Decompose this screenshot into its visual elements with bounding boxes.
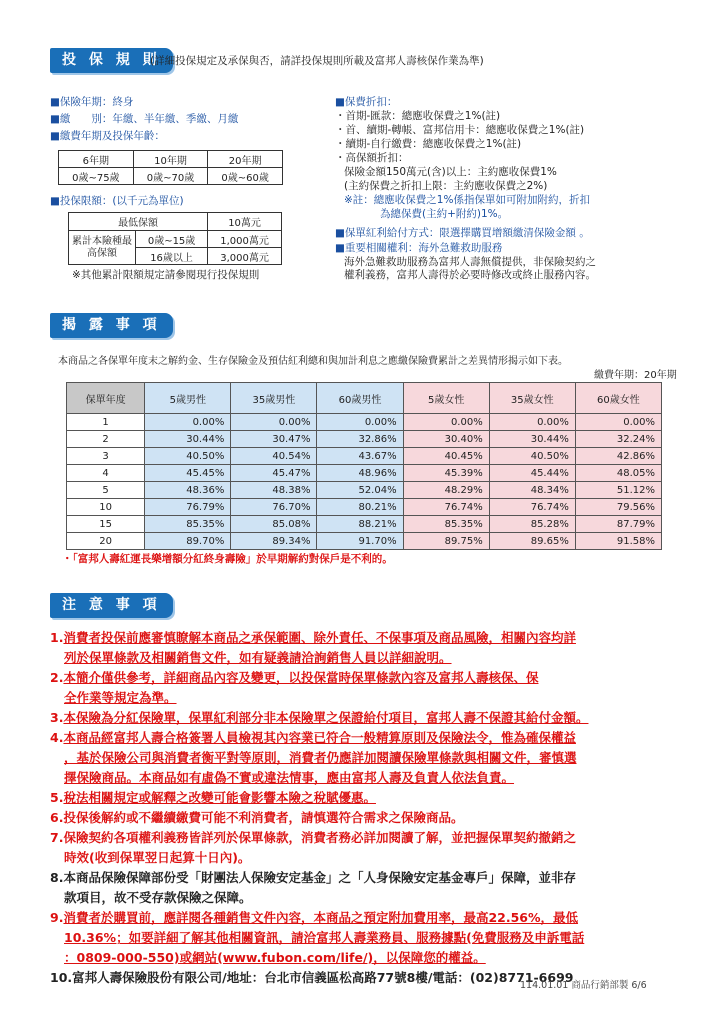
ratio-cell: 48.96% xyxy=(317,465,403,482)
note-item xyxy=(50,908,690,968)
ratio-cell: 80.21% xyxy=(317,499,403,516)
footer: 114.01.01 商品行銷部製 6/6 xyxy=(520,980,647,991)
min-amount-value: 10萬元 xyxy=(208,213,282,231)
disclosure-row xyxy=(67,482,662,499)
ratio-cell: 76.79% xyxy=(145,499,231,516)
ratio-cell: 42.86% xyxy=(575,448,661,465)
rights-text: 海外急難救助服務為富邦人壽無償提供，非保險契約之 xyxy=(344,256,596,268)
note-text: 保險契約各項權利義務皆詳列於保單條款，消費者務必詳加閱讀了解，並把握保單契約撤銷之 xyxy=(63,830,576,845)
limit-label: ■投保限額：(以千元為單位) xyxy=(50,195,184,207)
disclosure-header: 5歲男性 xyxy=(145,383,231,414)
discount-label: ■保費折扣： xyxy=(335,96,398,108)
disclosure-banner: 揭 露 事 項 xyxy=(50,313,173,338)
ratio-cell: 79.56% xyxy=(575,499,661,516)
ratio-cell: 87.79% xyxy=(575,516,661,533)
note-text: 本保險為分紅保險單，保單紅利部分非本保險單之保證給付項目，富邦人壽不保證其給付金額。 xyxy=(63,710,589,725)
note-item xyxy=(50,628,690,668)
age-table xyxy=(58,150,283,185)
policy-year-cell: 2 xyxy=(67,431,145,448)
disclosure-row xyxy=(67,448,662,465)
note-text: 款項目，故不受存款保險之保障。 xyxy=(64,890,252,905)
ratio-cell: 88.21% xyxy=(317,516,403,533)
note-text: 投保後解約或不繼續繳費可能不利消費者，請慎選符合需求之保險商品。 xyxy=(63,810,464,825)
disclosure-row xyxy=(67,414,662,431)
note-item xyxy=(50,868,690,908)
policy-year-cell: 3 xyxy=(67,448,145,465)
note-item xyxy=(50,828,690,868)
age-value: 0歲~70歲 xyxy=(133,168,208,185)
disclosure-header: 60歲女性 xyxy=(575,383,661,414)
note-number: 6. xyxy=(50,810,64,825)
note-number: 1. xyxy=(50,630,64,645)
notes-list xyxy=(50,628,690,988)
note-text: 列於保單條款及相關銷售文件，如有疑義請洽詢銷售人員以詳細說明。 xyxy=(64,650,452,665)
policy-year-cell: 15 xyxy=(67,516,145,533)
discount-line: ・首、續期-轉帳、富邦信用卡：總應收保費之1%(註) xyxy=(335,124,585,136)
notes-banner: 注 意 事 項 xyxy=(50,593,173,618)
ratio-cell: 48.38% xyxy=(231,482,317,499)
note-item xyxy=(50,728,690,788)
note-text: 消費者於購買前，應詳閱各種銷售文件內容，本商品之預定附加費用率，最高22.56%，最低 xyxy=(63,910,579,925)
ratio-cell: 0.00% xyxy=(231,414,317,431)
note-text: 10.36%；如要詳細了解其他相關資訊，請洽富邦人壽業務員、服務據點(免費服務及申訴電話 xyxy=(64,930,585,945)
policy-year-cell: 20 xyxy=(67,533,145,550)
disclosure-header: 60歲男性 xyxy=(317,383,403,414)
note-text: ：0809-000-550)或網站(www.fubon.com/life/)，以保障您的權益。 xyxy=(64,950,486,965)
note-item xyxy=(50,668,690,708)
ratio-cell: 89.70% xyxy=(145,533,231,550)
ratio-cell: 45.39% xyxy=(403,465,489,482)
discount-line: ・續期-自行繳費：總應收保費之1%(註) xyxy=(335,138,522,150)
ratio-cell: 89.65% xyxy=(489,533,575,550)
note-text: 全作業等規定為準。 xyxy=(64,690,177,705)
min-amount-label: 最低保額 xyxy=(69,213,208,231)
ratio-cell: 52.04% xyxy=(317,482,403,499)
policy-year-cell: 10 xyxy=(67,499,145,516)
disclosure-table xyxy=(66,382,662,550)
policy-year-cell: 4 xyxy=(67,465,145,482)
ratio-cell: 40.45% xyxy=(403,448,489,465)
rules-banner: 投 保 規 則 xyxy=(50,48,173,73)
ratio-cell: 0.00% xyxy=(489,414,575,431)
ratio-cell: 76.74% xyxy=(403,499,489,516)
disclosure-row xyxy=(67,465,662,482)
note-text: ，基於保險公司與消費者衡平對等原則，消費者仍應詳加閱讀保險單條款與相關文件，審慎選 xyxy=(64,750,577,765)
ratio-cell: 40.50% xyxy=(489,448,575,465)
disclosure-row xyxy=(67,533,662,550)
policy-year-cell: 1 xyxy=(67,414,145,431)
limit-age: 16歲以上 xyxy=(136,248,208,265)
ratio-cell: 45.44% xyxy=(489,465,575,482)
note-text: 本簡介僅供參考，詳細商品內容及變更，以投保當時保單條款內容及富邦人壽核保、保 xyxy=(63,670,539,685)
ratio-cell: 85.35% xyxy=(145,516,231,533)
note-number: 10. xyxy=(50,970,73,985)
note-item xyxy=(50,708,690,728)
ratio-cell: 40.54% xyxy=(231,448,317,465)
ratio-cell: 32.24% xyxy=(575,431,661,448)
ratio-cell: 0.00% xyxy=(317,414,403,431)
note-number: 8. xyxy=(50,870,64,885)
dividend-label: ■保單紅利給付方式：限選擇購買增額繳清保險金額 。 xyxy=(335,227,590,239)
pay-label: ■繳 別：年繳、半年繳、季繳、月繳 xyxy=(50,113,239,125)
rights-label: ■重要相關權利：海外急難救助服務 xyxy=(335,242,503,254)
ratio-cell: 89.75% xyxy=(403,533,489,550)
age-header: 6年期 xyxy=(59,151,134,168)
ratio-cell: 91.70% xyxy=(317,533,403,550)
ratio-cell: 91.58% xyxy=(575,533,661,550)
discount-note: ※註：總應收保費之1%係指保單如可附加附約，折扣 xyxy=(344,194,590,206)
ratio-cell: 76.74% xyxy=(489,499,575,516)
disclosure-header: 保單年度 xyxy=(67,383,145,414)
disclosure-intro: 本商品之各保單年度末之解約金、生存保險金及預估紅利總和與加計利息之應繳保險費累計之差異情形揭示如下表。 xyxy=(58,356,568,367)
age-label: ■繳費年期及投保年齡： xyxy=(50,130,165,142)
discount-line: ・高保額折扣： xyxy=(335,152,409,164)
ratio-cell: 30.47% xyxy=(231,431,317,448)
age-header: 10年期 xyxy=(133,151,208,168)
disclosure-header: 35歲女性 xyxy=(489,383,575,414)
ratio-cell: 76.70% xyxy=(231,499,317,516)
note-number: 2. xyxy=(50,670,64,685)
policy-year-cell: 5 xyxy=(67,482,145,499)
disclosure-row xyxy=(67,516,662,533)
ratio-cell: 30.44% xyxy=(145,431,231,448)
cum-limit-label: 累計本險種最高保額 xyxy=(69,231,136,265)
ratio-cell: 43.67% xyxy=(317,448,403,465)
ratio-cell: 30.44% xyxy=(489,431,575,448)
note-text: 富邦人壽保險股份有限公司/地址：台北市信義區松高路77號8樓/電話：(02)8771-6699 xyxy=(72,970,574,985)
ratio-cell: 85.35% xyxy=(403,516,489,533)
note-item xyxy=(50,788,690,808)
note-number: 5. xyxy=(50,790,64,805)
disclosure-header: 5歲女性 xyxy=(403,383,489,414)
limit-age: 0歲~15歲 xyxy=(136,231,208,248)
discount-line: ・首期-匯款：總應收保費之1%(註) xyxy=(335,110,501,122)
ratio-cell: 85.08% xyxy=(231,516,317,533)
ratio-cell: 48.05% xyxy=(575,465,661,482)
discount-line: (主約保費之折扣上限：主約應收保費之2%) xyxy=(344,180,548,192)
ratio-cell: 30.40% xyxy=(403,431,489,448)
note-number: 4. xyxy=(50,730,64,745)
rights-text: 權利義務，富邦人壽得於必要時修改或終止服務內容。 xyxy=(344,269,596,281)
limit-value: 3,000萬元 xyxy=(208,248,282,265)
note-number: 7. xyxy=(50,830,64,845)
pay-years: 繳費年期：20年期 xyxy=(594,370,677,381)
disclosure-header: 35歲男性 xyxy=(231,383,317,414)
note-number: 9. xyxy=(50,910,64,925)
ratio-cell: 32.86% xyxy=(317,431,403,448)
rules-subtitle: (詳細投保規定及承保與否，請詳投保規則所載及富邦人壽核保作業為準) xyxy=(150,55,484,67)
limit-note: ※其他累計限額規定請參閱現行投保規則 xyxy=(72,269,260,281)
note-item xyxy=(50,808,690,828)
note-text: 本商品保險保障部份受「財團法人保險安定基金」之「人身保險安定基金專戶」保障，並非存 xyxy=(63,870,576,885)
ratio-cell: 51.12% xyxy=(575,482,661,499)
discount-line: 保險金額150萬元(含)以上：主約應收保費1% xyxy=(344,166,557,178)
note-number: 3. xyxy=(50,710,64,725)
ratio-cell: 0.00% xyxy=(575,414,661,431)
age-value: 0歲~60歲 xyxy=(208,168,283,185)
limit-value: 1,000萬元 xyxy=(208,231,282,248)
note-text: 本商品經富邦人壽合格簽署人員檢視其內容業已符合一般精算原則及保險法令，惟為確保權益 xyxy=(63,730,576,745)
disclosure-row xyxy=(67,499,662,516)
period-label: ■保險年期：終身 xyxy=(50,96,134,108)
ratio-cell: 48.34% xyxy=(489,482,575,499)
ratio-cell: 89.34% xyxy=(231,533,317,550)
ratio-cell: 45.47% xyxy=(231,465,317,482)
note-text: 消費者投保前應審慎瞭解本商品之承保範圍、除外責任、不保事項及商品風險，相關內容均詳 xyxy=(63,630,576,645)
age-value: 0歲~75歲 xyxy=(59,168,134,185)
ratio-cell: 40.50% xyxy=(145,448,231,465)
ratio-cell: 0.00% xyxy=(403,414,489,431)
ratio-cell: 48.29% xyxy=(403,482,489,499)
note-text: 擇保險商品。本商品如有虛偽不實或違法情事，應由富邦人壽及負責人依法負責。 xyxy=(64,770,515,785)
ratio-cell: 0.00% xyxy=(145,414,231,431)
ratio-cell: 48.36% xyxy=(145,482,231,499)
discount-note: 為總保費(主約+附約)1%。 xyxy=(380,208,509,220)
note-text: 時效(收到保單翌日起算十日內)。 xyxy=(64,850,251,865)
ratio-cell: 45.45% xyxy=(145,465,231,482)
note-text: 稅法相關規定或解釋之改變可能會影響本險之稅賦優惠。 xyxy=(63,790,376,805)
limit-table xyxy=(68,212,282,265)
early-surrender-warning: ・「富邦人壽紅運長樂增額分紅終身壽險」於早期解約對保戶是不利的。 xyxy=(62,553,393,565)
ratio-cell: 85.28% xyxy=(489,516,575,533)
age-header: 20年期 xyxy=(208,151,283,168)
disclosure-row xyxy=(67,431,662,448)
